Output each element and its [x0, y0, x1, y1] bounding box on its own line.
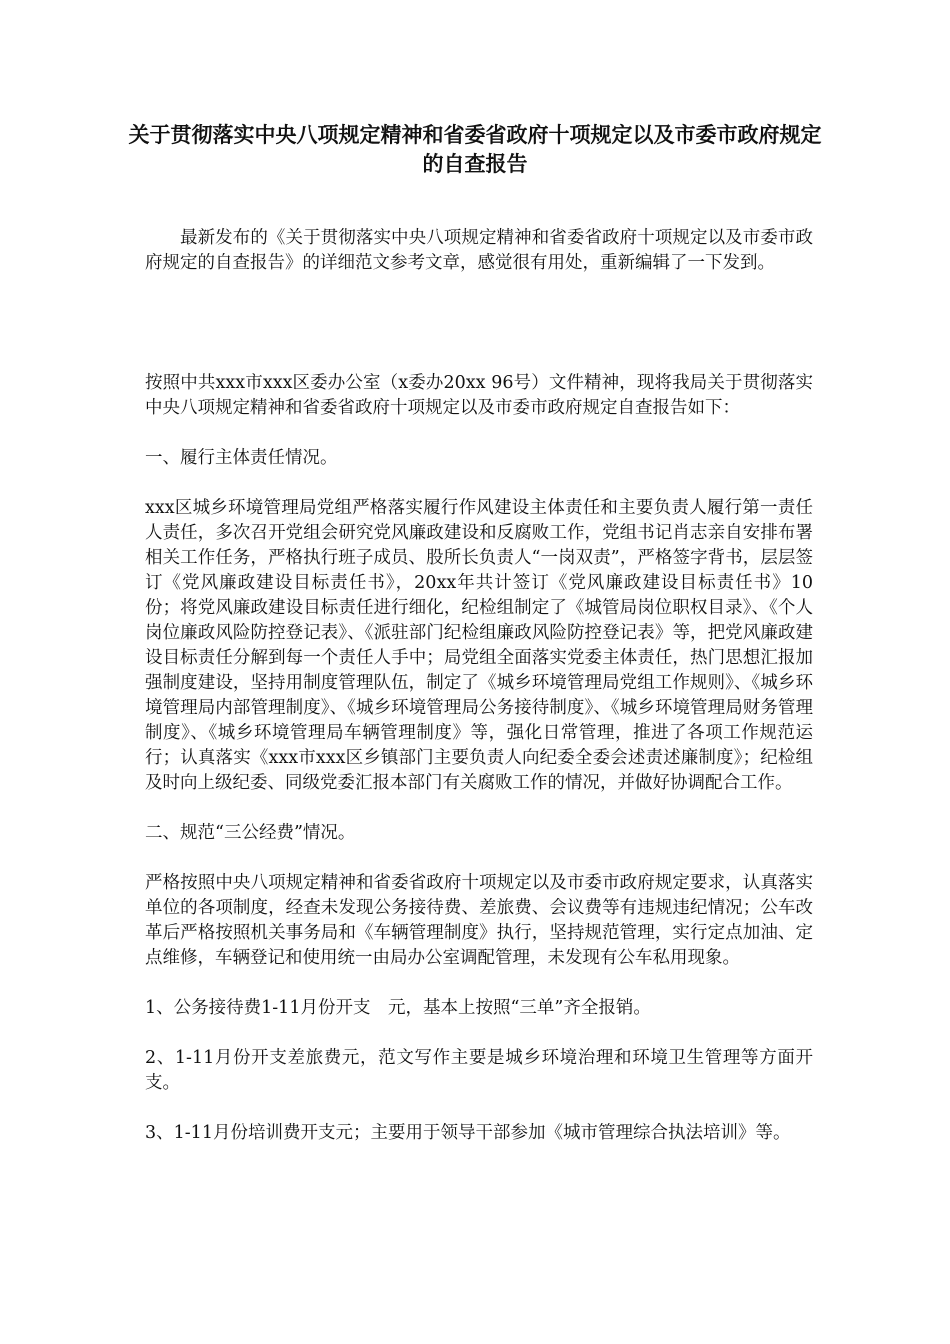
intro-paragraph: 最新发布的《关于贯彻落实中央八项规定精神和省委省政府十项规定以及市委市政府规定的自查报告》的详细范文参考文章，感觉很有用处，重新编辑了一下发到。: [145, 228, 813, 273]
list-item-2: 2、1-11月份开支差旅费元，范文写作主要是城乡环境治理和环境卫生管理等方面开支。: [145, 1048, 813, 1093]
body-paragraph-1: 按照中共xxx市xxx区委办公室（x委办20xx 96号）文件精神，现将我局关于贯彻落实中央八项规定精神和省委省政府十项规定以及市委市政府规定自查报告如下：: [145, 373, 813, 418]
spacer: [145, 846, 813, 871]
spacer: [145, 1021, 813, 1046]
spacer: [145, 796, 813, 821]
section-heading-2: 二、规范“三公经费”情况。: [145, 823, 356, 843]
body-paragraph-2: xxx区城乡环境管理局党组严格落实履行作风建设主体责任和主要负责人履行第一责任人责任，多次召开党组会研究党风廉政建设和反腐败工作，党组书记肖志亲自安排布署相关工作任务，严格执行班子成员、股所长负责人“一岗双责”，严格签字背书，层层签订《党风廉政建设目标责任书》，20xx年共计签订《党风廉政建设目标责任书》10份；将党风廉政建设目标责任进行细化，纪检组制定了《城管局岗位职权目录》、《个人岗位廉政风险防控登记表》、《派驻部门纪检组廉政风险防控登记表》等，把党风廉政建设目标责任分解到每一个责任人手中；局党组全面落实党委主体责任，热门思想汇报加强制度建设，坚持用制度管理队伍，制定了《城乡环境管理局党组工作规则》、《城乡环境管理局内部管理制度》、《城乡环境管理局公务接待制度》、《城乡环境管理局财务管理制度》、《城乡环境管理局车辆管理制度》等，强化日常管理，推进了各项工作规范运行；认真落实《xxx市xxx区乡镇部门主要负责人向纪委全委会述责述廉制度》；纪检组及时向上级纪委、同级党委汇报本部门有关腐败工作的情况，并做好协调配合工作。: [145, 498, 813, 793]
list-item-1: 1、公务接待费1-11月份开支 元，基本上按照“三单”齐全报销。: [145, 998, 651, 1018]
spacer: [145, 421, 813, 446]
spacer: [145, 471, 813, 496]
document-body: [145, 226, 813, 1146]
spacer: [145, 1096, 813, 1121]
section-heading-1: 一、履行主体责任情况。: [145, 448, 338, 468]
body-paragraph-3: 严格按照中央八项规定精神和省委省政府十项规定以及市委市政府规定要求，认真落实单位的各项制度，经查未发现公务接待费、差旅费、会议费等有违规违纪情况；公车改革后严格按照机关事务局和《车辆管理制度》执行，坚持规范管理，实行定点加油、定点维修，车辆登记和使用统一由局办公室调配管理，未发现有公车私用现象。: [145, 873, 813, 968]
document-title: 关于贯彻落实中央八项规定精神和省委省政府十项规定以及市委市政府规定的自查报告: [128, 122, 822, 176]
list-item-3: 3、1-11月份培训费开支元；主要用于领导干部参加《城市管理综合执法培训》等。: [145, 1123, 791, 1143]
spacer: [145, 276, 813, 371]
spacer: [145, 971, 813, 996]
